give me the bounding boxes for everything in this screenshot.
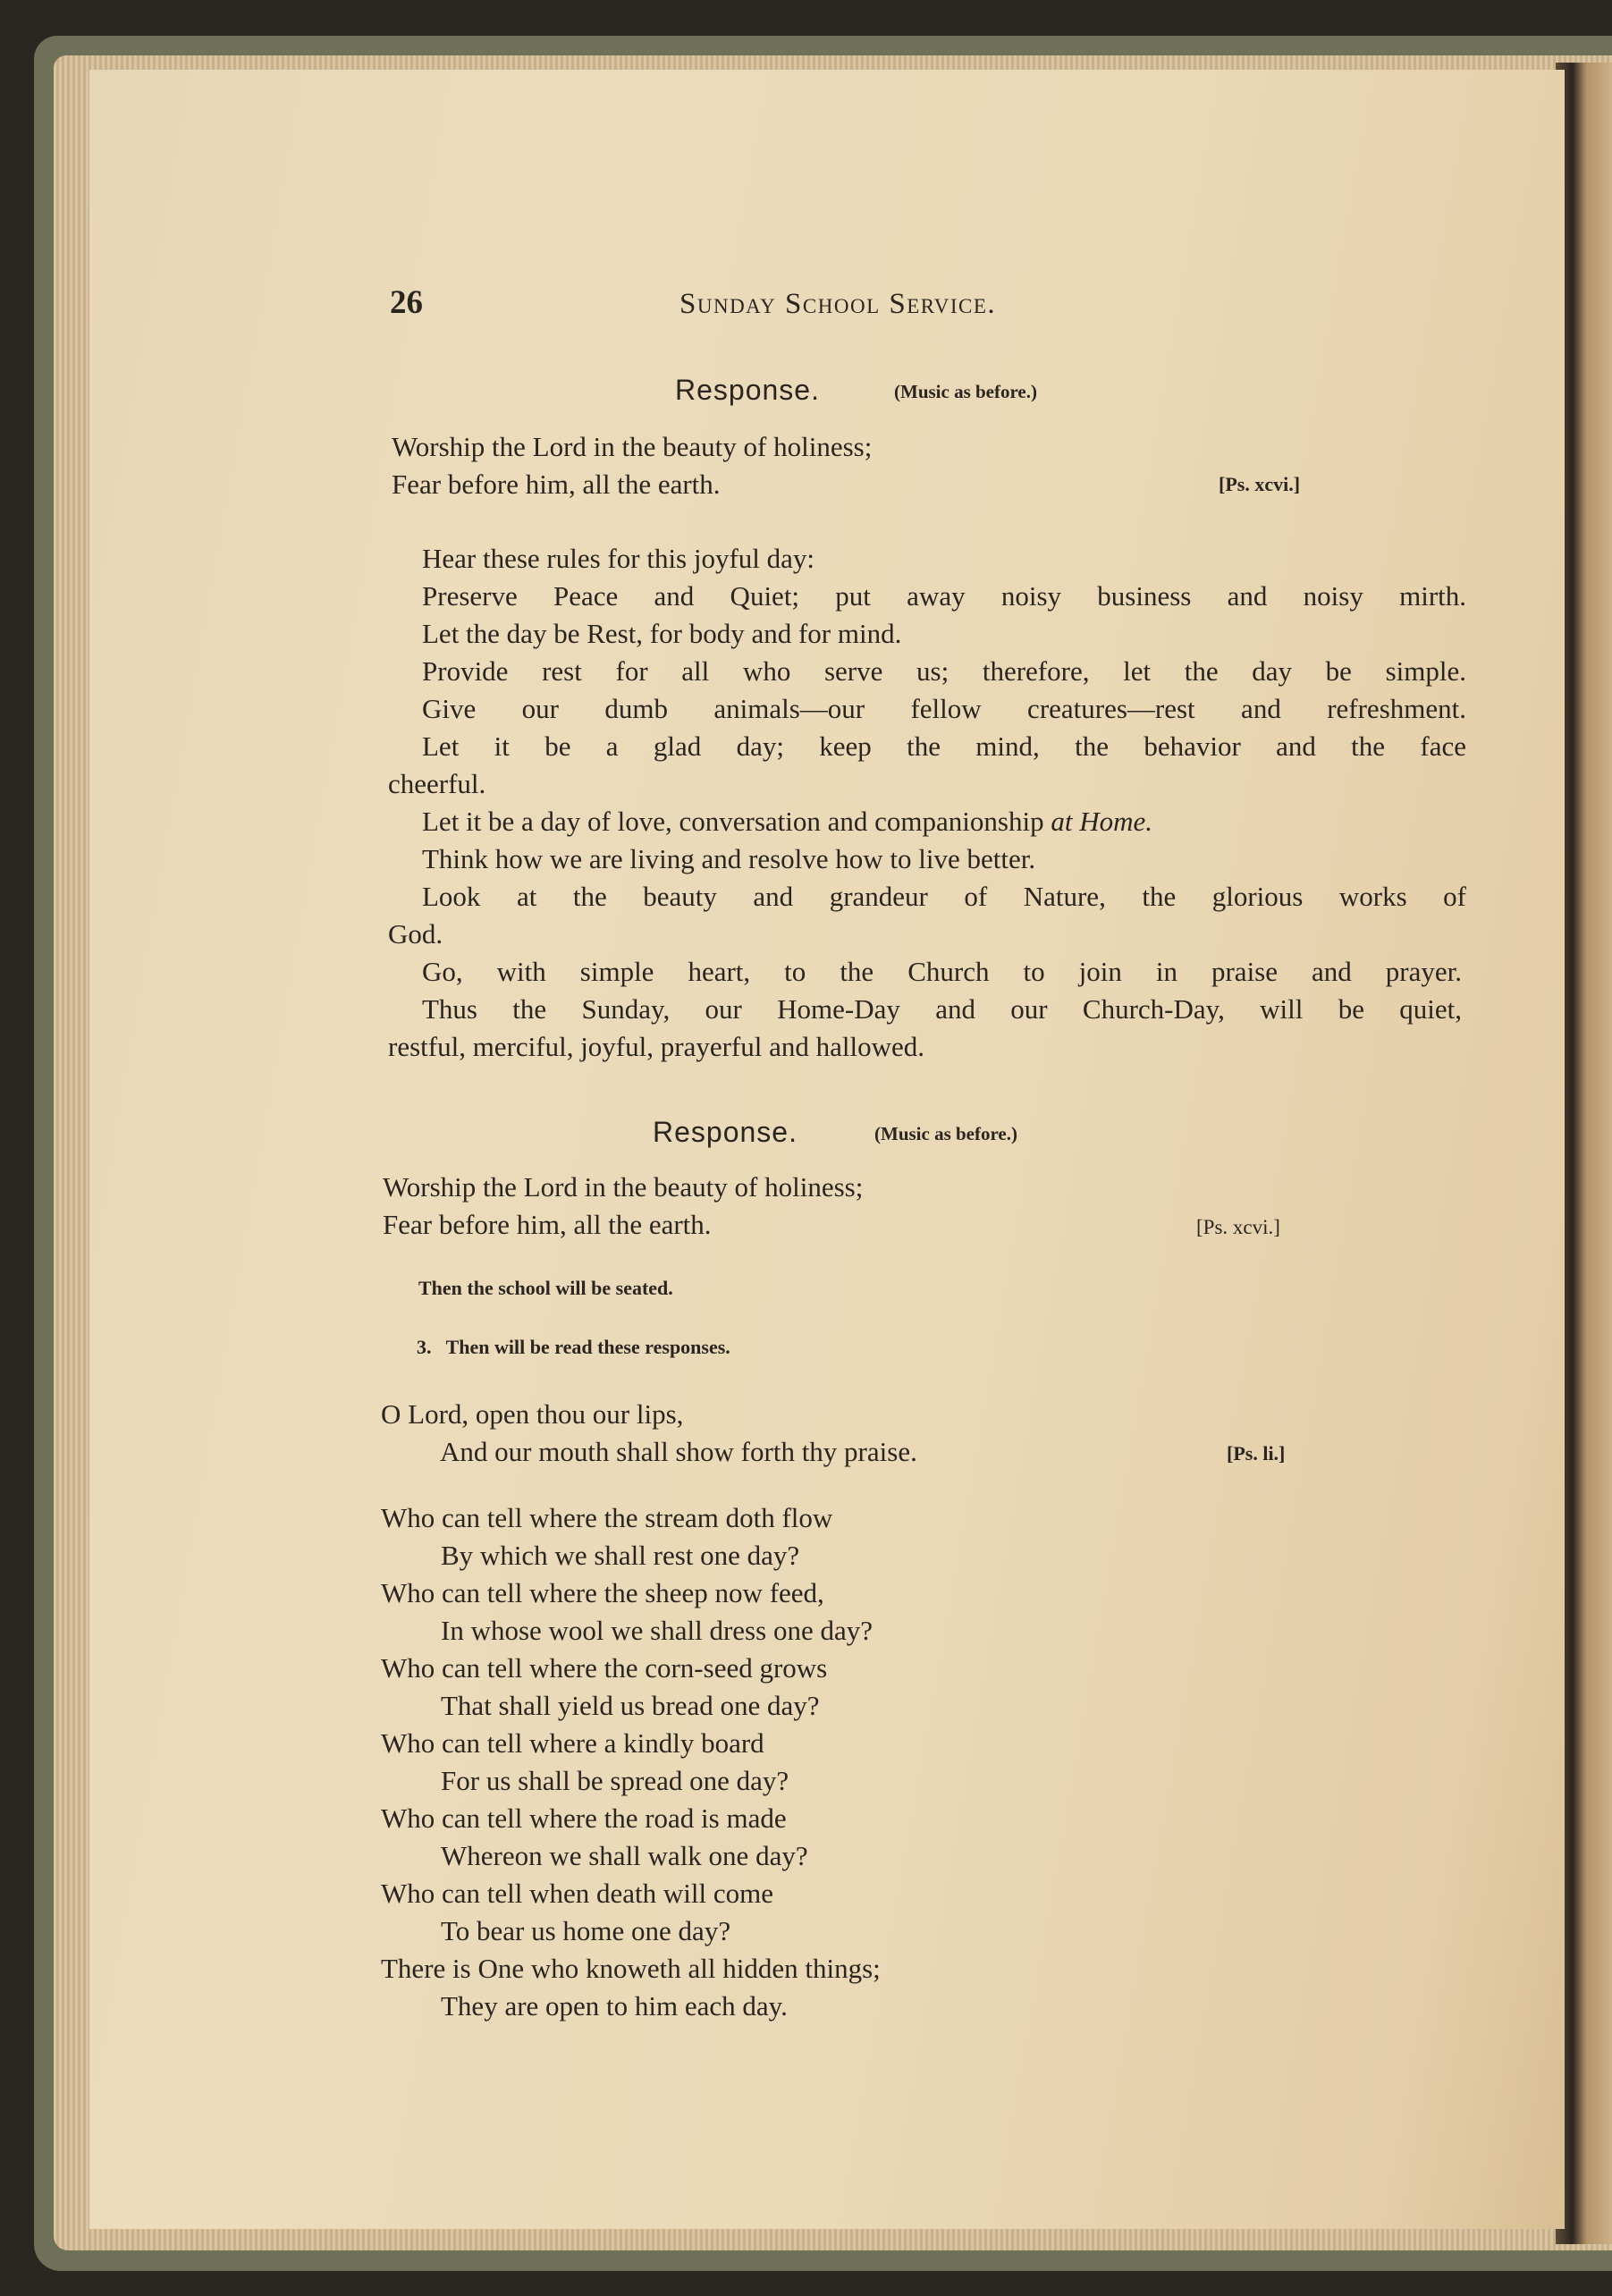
psalm-line: And our mouth shall show forth thy praise. [440, 1436, 917, 1467]
scripture-reference: [Ps. xcvi.] [1219, 473, 1301, 495]
poem-line: In whose wool we shall dress one day? [441, 1615, 873, 1646]
scripture-reference: [Ps. xcvi.] [1196, 1216, 1280, 1238]
rule-line: Let it be a day of love, conversation and companionship at Home. [422, 806, 1152, 837]
poem-line: Who can tell where the corn-seed grows [381, 1652, 828, 1684]
running-head: Sunday School Service. [679, 288, 997, 320]
rule-line: Let it be a glad day; keep the mind, the behavior and the face [422, 730, 1466, 762]
rule-line: Let the day be Rest, for body and for mind. [422, 618, 902, 649]
response-line: Fear before him, all the earth. [383, 1209, 712, 1240]
poem-line: They are open to him each day. [441, 1990, 788, 2022]
at-home-emphasis: at Home. [1051, 806, 1152, 837]
rule-line: Provide rest for all who serve us; therefore, let the day be simple. [422, 655, 1466, 687]
rule-line: Thus the Sunday, our Home-Day and our Church-Day, will be quiet, [422, 993, 1462, 1025]
rule-line: restful, merciful, joyful, prayerful and hallowed. [388, 1031, 924, 1062]
rules-intro: Hear these rules for this joyful day: [422, 543, 815, 574]
psalm-line: O Lord, open thou our lips, [381, 1398, 684, 1430]
instruction-responses: 3. Then will be read these responses. [417, 1336, 730, 1358]
response-music-note: (Music as before.) [874, 1123, 1017, 1144]
response-line: Worship the Lord in the beauty of holiness; [392, 431, 873, 462]
rule-line: cheerful. [388, 768, 486, 799]
page-number: 26 [390, 284, 423, 321]
scripture-reference: [Ps. li.] [1227, 1442, 1286, 1465]
poem-line: Whereon we shall walk one day? [441, 1840, 808, 1871]
book-page [89, 70, 1565, 2229]
poem-line: To bear us home one day? [441, 1915, 731, 1946]
rule-line: Preserve Peace and Quiet; put away noisy business and noisy mirth. [422, 580, 1466, 612]
rule-line: God. [388, 918, 443, 950]
poem-line: By which we shall rest one day? [441, 1540, 800, 1571]
response-line: Fear before him, all the earth. [392, 468, 721, 500]
rule-line: Give our dumb animals—our fellow creatures—rest and refreshment. [422, 693, 1466, 724]
poem-line: Who can tell where the road is made [381, 1802, 787, 1834]
response-music-note: (Music as before.) [894, 381, 1037, 402]
rule-line: Go, with simple heart, to the Church to join in praise and prayer. [422, 956, 1462, 987]
poem-line: Who can tell where a kindly board [381, 1727, 764, 1759]
poem-line: Who can tell where the sheep now feed, [381, 1577, 824, 1608]
poem-line: There is One who knoweth all hidden things; [381, 1953, 881, 1984]
rule-line: Look at the beauty and grandeur of Nature, the glorious works of [422, 881, 1466, 912]
response-line: Worship the Lord in the beauty of holiness; [383, 1171, 864, 1203]
rule-line: Think how we are living and resolve how to live better. [422, 843, 1036, 874]
instruction-seated: Then the school will be seated. [418, 1277, 673, 1299]
poem-line: Who can tell where the stream doth flow [381, 1502, 833, 1533]
response-heading: Response. [653, 1116, 798, 1148]
poem-line: That shall yield us bread one day? [441, 1690, 820, 1721]
poem-line: Who can tell when death will come [381, 1878, 774, 1909]
response-heading: Response. [675, 374, 820, 406]
poem-line: For us shall be spread one day? [441, 1765, 789, 1796]
